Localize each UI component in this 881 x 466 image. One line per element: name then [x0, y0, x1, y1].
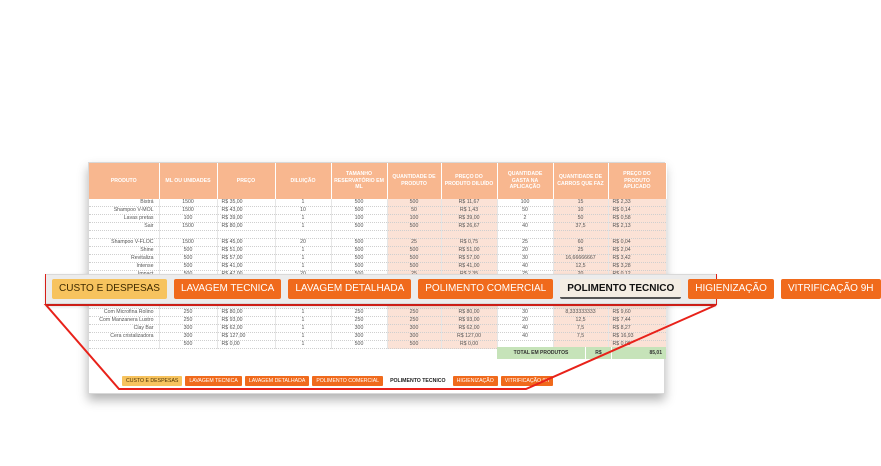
table-header-row	[89, 163, 666, 199]
table-cell[interactable]: 37,5	[553, 223, 608, 231]
table-cell[interactable]: 1500	[159, 223, 217, 231]
table-cell[interactable]: 50	[553, 215, 608, 223]
table-cell[interactable]: R$ 0,14	[608, 207, 666, 215]
table-cell[interactable]: 7,5	[553, 325, 608, 333]
table-cell[interactable]: 40	[497, 325, 553, 333]
table-cell[interactable]: 10	[553, 207, 608, 215]
sheet-tab-polimento-tecnico[interactable]: POLIMENTO TECNICO	[386, 376, 450, 386]
table-cell[interactable]: R$ 3,28	[608, 262, 666, 270]
total-value: 85,01	[611, 347, 666, 359]
table-cell[interactable]: 1500	[159, 207, 217, 215]
table-cell[interactable]: Lavas pretas	[89, 215, 159, 223]
sheet-tab-zoomed-polimento-comercial[interactable]: POLIMENTO COMERCIAL	[418, 279, 553, 299]
table-cell[interactable]: 500	[331, 223, 387, 231]
table-cell[interactable]: R$ 57,00	[441, 254, 497, 262]
table-cell[interactable]: 300	[387, 325, 441, 333]
sheet-tab-zoomed-lavagem-tecnica[interactable]: LAVAGEM TECNICA	[174, 279, 281, 299]
table-cell[interactable]: 1	[275, 309, 331, 317]
total-row	[497, 347, 666, 359]
table-row	[89, 207, 666, 215]
table-cell[interactable]: R$ 8,27	[608, 325, 666, 333]
table-row	[89, 246, 666, 254]
table-cell[interactable]: 300	[387, 333, 441, 341]
total-currency: R$	[585, 347, 611, 359]
table-cell[interactable]: 60	[553, 238, 608, 246]
table-cell[interactable]: 500	[387, 246, 441, 254]
table-cell[interactable]: R$ 39,00	[217, 215, 275, 223]
column-header: PREÇO DO PRODUTO APLICADO	[608, 163, 666, 199]
table-row	[89, 199, 666, 207]
sheet-tab-vitrificacao-9h[interactable]: VITRIFICAÇÃO 9H	[501, 376, 553, 386]
sheet-tab-higienizacao[interactable]: HIGIENIZAÇÃO	[453, 376, 498, 386]
column-header: PRODUTO	[89, 163, 159, 199]
table-cell[interactable]: 500	[331, 254, 387, 262]
table-cell[interactable]: R$ 0,75	[441, 238, 497, 246]
table-cell[interactable]: 25	[387, 238, 441, 246]
table-cell[interactable]: 500	[331, 238, 387, 246]
table-cell[interactable]: 300	[331, 325, 387, 333]
table-cell[interactable]: R$ 16,93	[608, 333, 666, 341]
table-cell[interactable]	[275, 231, 331, 239]
table-cell[interactable]: R$ 0,04	[608, 238, 666, 246]
table-cell[interactable]: 1	[275, 262, 331, 270]
table-cell[interactable]	[441, 231, 497, 239]
table-cell[interactable]: 1	[275, 317, 331, 325]
table-cell[interactable]: 500	[331, 207, 387, 215]
table-cell[interactable]: R$ 0,58	[608, 215, 666, 223]
table-cell[interactable]: 1	[275, 254, 331, 262]
table-cell[interactable]: R$ 26,67	[441, 223, 497, 231]
sheet-tab-zoomed-polimento-tecnico[interactable]: POLIMENTO TECNICO	[560, 279, 681, 299]
table-cell[interactable]: 300	[159, 325, 217, 333]
table-row	[89, 262, 666, 270]
table-cell[interactable]	[89, 341, 159, 349]
table-cell[interactable]: 100	[331, 215, 387, 223]
table-cell[interactable]: 25	[553, 246, 608, 254]
table-cell[interactable]: 500	[331, 262, 387, 270]
sheet-tab-zoomed-lavagem-detalhada[interactable]: LAVAGEM DETALHADA	[288, 279, 411, 299]
table-cell[interactable]: R$ 3,42	[608, 254, 666, 262]
table-cell[interactable]: R$ 39,00	[441, 215, 497, 223]
column-header: PREÇO DO PRODUTO DILUÍDO	[441, 163, 497, 199]
table-cell[interactable]: 500	[331, 199, 387, 207]
table-cell[interactable]: R$ 1,43	[441, 207, 497, 215]
table-cell[interactable]: 1	[275, 341, 331, 349]
table-cell[interactable]: Bistrá	[89, 199, 159, 207]
column-header: QUANTIDADE GASTA NA APLICAÇÃO	[497, 163, 553, 199]
table-row	[89, 309, 666, 317]
table-cell[interactable]: 250	[159, 317, 217, 325]
table-cell[interactable]: 1	[275, 325, 331, 333]
table-cell[interactable]: R$ 51,00	[441, 246, 497, 254]
column-header: PREÇO	[217, 163, 275, 199]
table-cell[interactable]: 500	[159, 254, 217, 262]
sheet-tab-bar-zoomed	[46, 274, 874, 304]
table-cell[interactable]: 20	[275, 238, 331, 246]
table-row	[89, 215, 666, 223]
table-cell[interactable]: R$ 2,13	[608, 223, 666, 231]
table-cell[interactable]: 10	[275, 207, 331, 215]
table-cell[interactable]: 250	[387, 317, 441, 325]
table-cell[interactable]: R$ 51,00	[217, 246, 275, 254]
total-label: TOTAL EM PRODUTOS	[497, 347, 585, 359]
table-cell[interactable]	[159, 231, 217, 239]
table-cell[interactable]: 16,66666667	[553, 254, 608, 262]
sheet-tab-zoomed-higienizacao[interactable]: HIGIENIZAÇÃO	[688, 279, 774, 299]
table-cell[interactable]: 250	[159, 309, 217, 317]
column-header: DILUIÇÃO	[275, 163, 331, 199]
table-cell[interactable]: 500	[331, 246, 387, 254]
table-cell[interactable]: 2	[497, 215, 553, 223]
sheet-tab-zoomed-vitrificacao-9h[interactable]: VITRIFICAÇÃO 9H	[781, 279, 881, 299]
table-cell[interactable]: 15	[553, 199, 608, 207]
table-cell[interactable]: 7,5	[553, 333, 608, 341]
table-cell[interactable]: R$ 62,00	[217, 325, 275, 333]
table-cell[interactable]: 12,5	[553, 317, 608, 325]
table-cell[interactable]: Revitaliza	[89, 254, 159, 262]
table-cell[interactable]: 30	[497, 309, 553, 317]
table-cell[interactable]: 250	[331, 309, 387, 317]
table-cell[interactable]: 500	[159, 341, 217, 349]
table-row	[89, 325, 666, 333]
table-cell[interactable]: Intense	[89, 262, 159, 270]
table-cell[interactable]: Shine	[89, 246, 159, 254]
table-cell[interactable]: 100	[159, 215, 217, 223]
table-cell[interactable]: Com Microfina Rolino	[89, 309, 159, 317]
table-cell[interactable]: 500	[387, 262, 441, 270]
table-cell[interactable]: R$ 9,60	[608, 309, 666, 317]
table-cell[interactable]: R$ 2,04	[608, 246, 666, 254]
table-row	[89, 333, 666, 341]
table-cell[interactable]: R$ 7,44	[608, 317, 666, 325]
table-cell[interactable]: R$ 80,00	[217, 309, 275, 317]
table-cell[interactable]: 40	[497, 262, 553, 270]
table-cell[interactable]: Shampoo V-MOL	[89, 207, 159, 215]
table-cell[interactable]: R$ 127,00	[441, 333, 497, 341]
table-cell[interactable]: 1	[275, 223, 331, 231]
sheet-tab-lavagem-detalhada[interactable]: LAVAGEM DETALHADA	[245, 376, 310, 386]
table-cell[interactable]: 1500	[159, 238, 217, 246]
table-cell[interactable]	[497, 231, 553, 239]
table-cell[interactable]: Shampoo V-FLOC	[89, 238, 159, 246]
table-cell[interactable]: 1	[275, 199, 331, 207]
column-header: QUANTIDADE DE CARROS QUE FAZ	[553, 163, 608, 199]
table-cell[interactable]: R$ 41,00	[217, 262, 275, 270]
table-cell[interactable]: R$ 93,00	[217, 317, 275, 325]
table-cell[interactable]: 500	[387, 254, 441, 262]
table-row	[89, 317, 666, 325]
table-cell[interactable]: 300	[331, 333, 387, 341]
table-cell[interactable]: R$ 2,33	[608, 199, 666, 207]
table-cell[interactable]: 40	[497, 333, 553, 341]
table-cell[interactable]: R$ 11,67	[441, 199, 497, 207]
table-cell[interactable]: R$ 80,00	[217, 223, 275, 231]
table-cell[interactable]	[89, 231, 159, 239]
table-cell[interactable]: 100	[387, 215, 441, 223]
table-cell[interactable]: 12,5	[553, 262, 608, 270]
table-cell[interactable]: 500	[387, 199, 441, 207]
table-cell[interactable]: Sair	[89, 223, 159, 231]
table-row	[89, 254, 666, 262]
table-cell[interactable]: 100	[497, 199, 553, 207]
table-row	[89, 238, 666, 246]
table-cell[interactable]: R$ 57,00	[217, 254, 275, 262]
table-cell[interactable]: 500	[159, 246, 217, 254]
table-cell[interactable]: 250	[331, 317, 387, 325]
table-row	[89, 223, 666, 231]
table-cell[interactable]: 500	[331, 341, 387, 349]
table-cell[interactable]: 8,333333333	[553, 309, 608, 317]
table-cell[interactable]	[387, 231, 441, 239]
table-cell[interactable]: 500	[387, 341, 441, 349]
table-cell[interactable]: Cera cristalizadora	[89, 333, 159, 341]
table-cell[interactable]	[608, 231, 666, 239]
table-cell[interactable]: R$ 62,00	[441, 325, 497, 333]
table-cell[interactable]: 1	[275, 333, 331, 341]
sheet-tab-polimento-comercial[interactable]: POLIMENTO COMERCIAL	[312, 376, 383, 386]
table-cell[interactable]: 50	[497, 207, 553, 215]
table-cell[interactable]: R$ 35,00	[217, 199, 275, 207]
table-cell[interactable]: R$ 0,00	[217, 341, 275, 349]
table-cell[interactable]: 50	[387, 207, 441, 215]
table-cell[interactable]: Com Manzanera Lustro	[89, 317, 159, 325]
table-cell[interactable]: R$ 80,00	[441, 309, 497, 317]
table-cell[interactable]: 25	[497, 238, 553, 246]
column-header: TAMANHO RESERVATÓRIO EM ML	[331, 163, 387, 199]
table-cell[interactable]	[331, 231, 387, 239]
sheet-tab-lavagem-tecnica[interactable]: LAVAGEM TECNICA	[185, 376, 241, 386]
table-cell[interactable]: 30	[497, 254, 553, 262]
table-cell[interactable]: 1	[275, 215, 331, 223]
table-cell[interactable]: R$ 93,00	[441, 317, 497, 325]
table-cell[interactable]: 40	[497, 223, 553, 231]
table-cell[interactable]: R$ 0,00	[608, 341, 666, 349]
table-cell[interactable]: R$ 45,00	[217, 238, 275, 246]
sheet-tab-zoomed-custo-e-despesas[interactable]: CUSTO E DESPESAS	[52, 279, 167, 299]
table-cell[interactable]	[217, 231, 275, 239]
product-cost-table	[89, 163, 667, 349]
table-cell[interactable]: 500	[387, 223, 441, 231]
sheet-tab-bar-small	[122, 375, 550, 387]
table-cell[interactable]: R$ 127,00	[217, 333, 275, 341]
table-cell[interactable]	[553, 231, 608, 239]
column-header: QUANTIDADE DE PRODUTO	[387, 163, 441, 199]
table-row	[89, 231, 666, 239]
table-cell[interactable]: 1	[275, 246, 331, 254]
table-cell[interactable]: Clay Bar	[89, 325, 159, 333]
table-cell[interactable]: 300	[159, 333, 217, 341]
table-cell[interactable]: R$ 41,00	[441, 262, 497, 270]
table-cell[interactable]: R$ 43,00	[217, 207, 275, 215]
table-cell[interactable]: 20	[497, 246, 553, 254]
table-cell[interactable]: R$ 0,00	[441, 341, 497, 349]
column-header: ML OU UNIDADES	[159, 163, 217, 199]
table-cell[interactable]: 20	[497, 317, 553, 325]
sheet-tab-custo-e-despesas[interactable]: CUSTO E DESPESAS	[122, 376, 182, 386]
table-cell[interactable]: 250	[387, 309, 441, 317]
table-cell[interactable]: 500	[159, 262, 217, 270]
table-cell[interactable]: 1500	[159, 199, 217, 207]
